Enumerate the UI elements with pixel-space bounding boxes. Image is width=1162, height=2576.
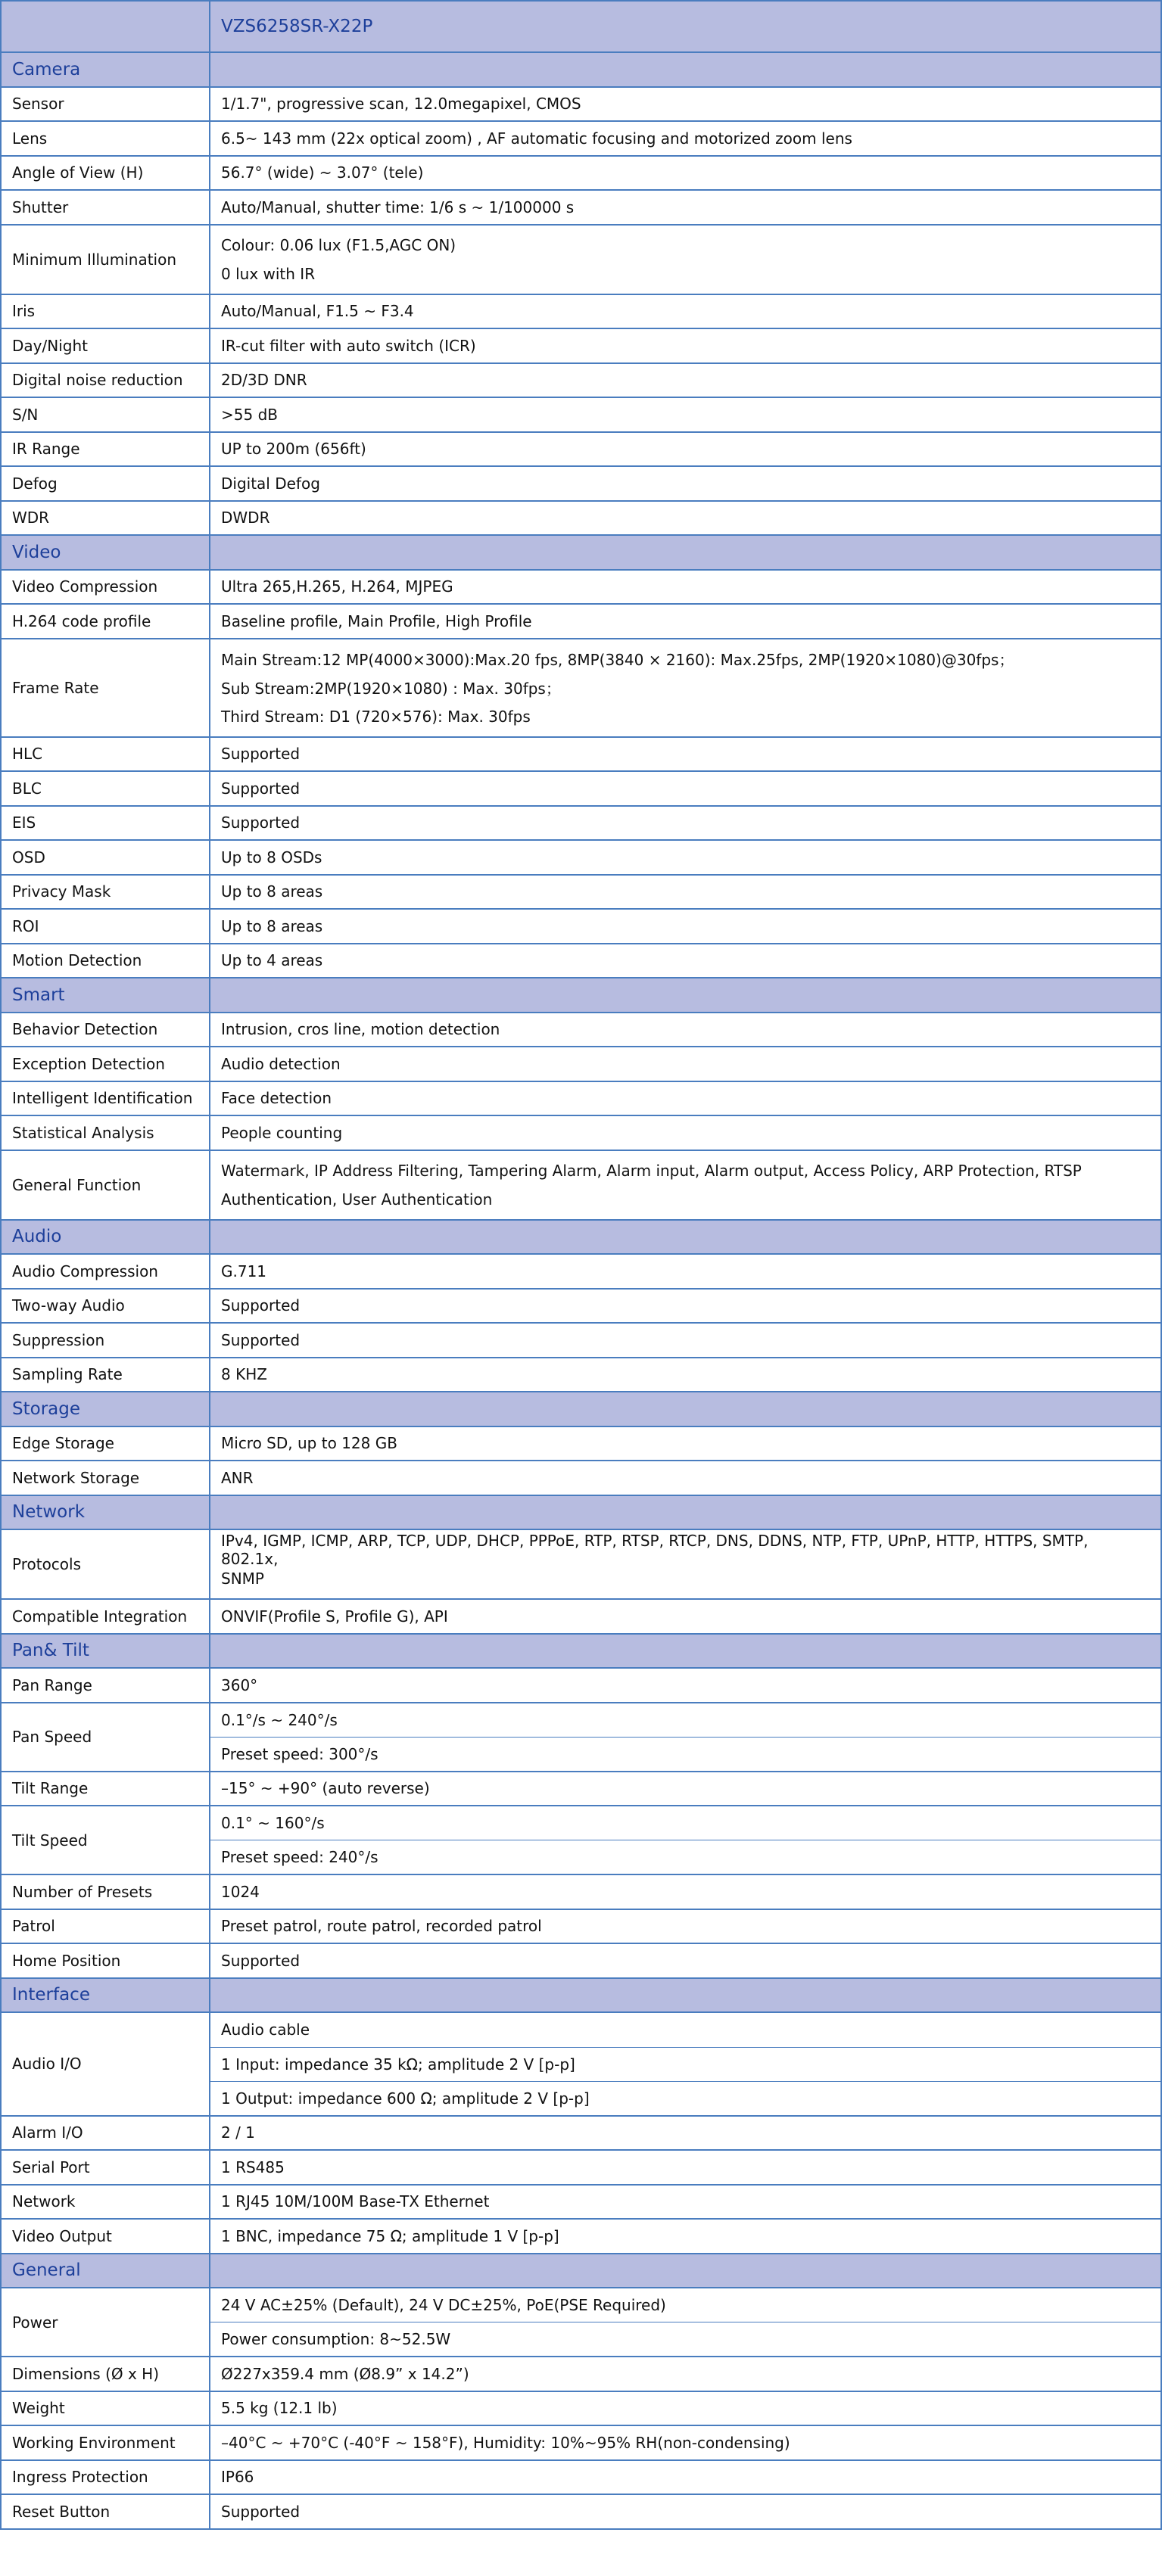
spec-value — [210, 639, 1162, 736]
spec-value — [210, 841, 1162, 874]
spec-value — [210, 738, 1162, 771]
spec-value — [210, 944, 1162, 978]
spec-label: Network Storage — [0, 1461, 210, 1495]
spec-row — [0, 157, 1162, 191]
section-blank — [210, 1635, 1162, 1668]
section-title: Smart — [0, 978, 210, 1012]
spec-row — [0, 876, 1162, 910]
spec-value — [210, 226, 1162, 294]
spec-value-line: Supported — [221, 1330, 301, 1349]
spec-value — [210, 876, 1162, 909]
spec-value — [210, 157, 1162, 190]
spec-value-line: Up to 8 areas — [221, 916, 323, 935]
spec-label: Pan Range — [0, 1669, 210, 1702]
spec-label: Tilt Range — [0, 1772, 210, 1806]
spec-label: Reset Button — [0, 2495, 210, 2528]
section-header — [0, 536, 1162, 571]
spec-value-line: Power consumption: 8~52.5W — [210, 2322, 1160, 2356]
spec-row — [0, 502, 1162, 537]
spec-row — [0, 433, 1162, 468]
spec-value-line: Preset patrol, route patrol, recorded patrol — [221, 1917, 542, 1936]
spec-value — [210, 605, 1162, 638]
section-header — [0, 53, 1162, 88]
section-title: Interface — [0, 1979, 210, 2012]
spec-row — [0, 1151, 1162, 1221]
spec-value-line: People counting — [221, 1123, 343, 1142]
spec-row — [0, 1600, 1162, 1635]
spec-value — [210, 122, 1162, 155]
spec-value — [210, 191, 1162, 224]
spec-value — [210, 1358, 1162, 1392]
spec-value-line: Digital Defog — [221, 474, 320, 493]
spec-value-line: Supported — [221, 814, 301, 832]
spec-row — [0, 1290, 1162, 1324]
spec-value — [210, 571, 1162, 604]
spec-value-line: 6.5~ 143 mm (22x optical zoom) , AF automatic focusing and motorized zoom lens — [221, 129, 852, 148]
spec-value-line: 1/1.7", progressive scan, 12.0megapixel, CMOS — [221, 95, 581, 114]
spec-label: Serial Port — [0, 2151, 210, 2184]
section-header — [0, 1496, 1162, 1531]
spec-value-line: Audio detection — [221, 1054, 341, 1073]
spec-value — [210, 398, 1162, 431]
spec-row — [0, 364, 1162, 399]
spec-value — [210, 2151, 1162, 2184]
spec-value — [210, 1772, 1162, 1806]
spec-label: General Function — [0, 1151, 210, 1219]
spec-row — [0, 1255, 1162, 1290]
spec-label: Privacy Mask — [0, 876, 210, 909]
section-title: Audio — [0, 1221, 210, 1254]
spec-value-line: 2 / 1 — [221, 2123, 255, 2142]
spec-row — [0, 1530, 1162, 1600]
spec-row — [0, 2013, 1162, 2117]
spec-value — [210, 1806, 1162, 1874]
spec-value-line: 2D/3D DNR — [221, 371, 307, 390]
spec-value-line: –15° ~ +90° (auto reverse) — [221, 1779, 430, 1798]
spec-value — [210, 1875, 1162, 1909]
spec-label: Day/Night — [0, 329, 210, 362]
spec-label: WDR — [0, 502, 210, 535]
spec-label: BLC — [0, 772, 210, 805]
section-header — [0, 2254, 1162, 2289]
spec-row — [0, 807, 1162, 842]
section-blank — [210, 53, 1162, 86]
spec-value-line: Sub Stream:2MP(1920×1080) : Max. 30fps； — [221, 680, 561, 698]
spec-value-line: Intrusion, cros line, motion detection — [221, 1020, 500, 1039]
spec-value — [210, 2220, 1162, 2253]
spec-row — [0, 1910, 1162, 1945]
spec-label: Network — [0, 2186, 210, 2219]
spec-value-line: Auto/Manual, shutter time: 1/6 s ~ 1/100000 s — [221, 198, 575, 216]
spec-row — [0, 1669, 1162, 1703]
spec-value — [210, 1047, 1162, 1081]
spec-value-line: 1 BNC, impedance 75 Ω; amplitude 1 V [p-p] — [221, 2226, 559, 2245]
spec-row — [0, 571, 1162, 605]
spec-value — [210, 295, 1162, 328]
spec-label: Two-way Audio — [0, 1290, 210, 1323]
spec-row — [0, 191, 1162, 226]
spec-label: Weight — [0, 2392, 210, 2425]
spec-value — [210, 910, 1162, 943]
section-title: Network — [0, 1496, 210, 1529]
spec-value — [210, 1082, 1162, 1115]
section-title: Camera — [0, 53, 210, 86]
spec-value — [210, 2357, 1162, 2391]
spec-value-line: Audio cable — [221, 2021, 310, 2039]
spec-value-line: 360° — [221, 1675, 258, 1694]
spec-label: Pan Speed — [0, 1703, 210, 1771]
header-empty-cell — [0, 2, 210, 51]
spec-value-line: Micro SD, up to 128 GB — [221, 1434, 397, 1453]
spec-value-line: IR-cut filter with auto switch (ICR) — [221, 336, 476, 355]
section-blank — [210, 1221, 1162, 1254]
spec-value — [210, 2392, 1162, 2425]
spec-value-line: 1 RS485 — [221, 2158, 285, 2176]
spec-value-line: Main Stream:12 MP(4000×3000):Max.20 fps, 8MP(3840 × 2160): Max.25fps, 2MP(1920×1080)@30fps； — [221, 651, 1014, 669]
spec-value-line: Supported — [221, 745, 301, 764]
spec-label: Audio Compression — [0, 1255, 210, 1288]
spec-value — [210, 502, 1162, 535]
spec-value-line: 0.1°/s ~ 240°/s — [221, 1710, 338, 1729]
spec-value — [210, 1116, 1162, 1150]
spec-value-line: 0.1° ~ 160°/s — [221, 1814, 325, 1833]
spec-label: Suppression — [0, 1324, 210, 1357]
spec-label: Sampling Rate — [0, 1358, 210, 1392]
model-name-text: VZS6258SR-X22P — [221, 17, 373, 36]
spec-label: Home Position — [0, 1944, 210, 1977]
table-header — [0, 0, 1162, 53]
spec-row — [0, 329, 1162, 364]
spec-row — [0, 2288, 1162, 2357]
spec-value-line: DWDR — [221, 509, 270, 527]
spec-label: Power — [0, 2288, 210, 2356]
spec-label: IR Range — [0, 433, 210, 466]
section-header — [0, 1392, 1162, 1427]
spec-value — [210, 2117, 1162, 2150]
section-header — [0, 1979, 1162, 2014]
spec-value — [210, 1669, 1162, 1702]
spec-row — [0, 88, 1162, 123]
spec-value — [210, 2426, 1162, 2459]
spec-value — [210, 88, 1162, 121]
spec-value-line: 56.7° (wide) ~ 3.07° (tele) — [221, 163, 424, 182]
spec-row — [0, 772, 1162, 807]
spec-row — [0, 910, 1162, 944]
spec-value-line: 0 lux with IR — [221, 264, 316, 283]
section-blank — [210, 2254, 1162, 2288]
spec-label: Audio I/O — [0, 2013, 210, 2115]
spec-value — [210, 329, 1162, 362]
spec-value-line: 1 Input: impedance 35 kΩ; amplitude 2 V [p-p] — [210, 2047, 1160, 2081]
spec-value-line: IP66 — [221, 2468, 254, 2487]
spec-value — [210, 1461, 1162, 1495]
spec-row — [0, 467, 1162, 502]
spec-row — [0, 841, 1162, 876]
spec-row — [0, 398, 1162, 433]
spec-row — [0, 2392, 1162, 2427]
spec-row — [0, 2186, 1162, 2220]
spec-value-line: 8 KHZ — [221, 1365, 267, 1384]
spec-value-line: 1 RJ45 10M/100M Base-TX Ethernet — [221, 2192, 490, 2211]
spec-label: Minimum Illumination — [0, 226, 210, 294]
spec-label: EIS — [0, 807, 210, 840]
spec-value-line: Colour: 0.06 lux (F1.5,AGC ON) — [221, 235, 456, 254]
spec-value — [210, 772, 1162, 805]
spec-value-line: Third Stream: D1 (720×576): Max. 30fps — [221, 707, 531, 726]
section-header — [0, 978, 1162, 1013]
spec-value — [210, 1151, 1162, 1219]
spec-row — [0, 2117, 1162, 2151]
spec-value-line: 5.5 kg (12.1 lb) — [221, 2399, 338, 2418]
spec-label: Statistical Analysis — [0, 1116, 210, 1150]
spec-value — [210, 807, 1162, 840]
spec-label: Defog — [0, 467, 210, 500]
spec-value-line: >55 dB — [221, 405, 278, 424]
spec-label: Compatible Integration — [0, 1600, 210, 1633]
spec-label: Motion Detection — [0, 944, 210, 978]
section-blank — [210, 1979, 1162, 2012]
spec-value — [210, 1290, 1162, 1323]
spec-label: Ingress Protection — [0, 2461, 210, 2494]
spec-label: Frame Rate — [0, 639, 210, 736]
spec-value — [210, 467, 1162, 500]
spec-row — [0, 226, 1162, 295]
spec-value-line: 24 V AC±25% (Default), 24 V DC±25%, PoE(PSE Required) — [221, 2296, 666, 2315]
spec-row — [0, 738, 1162, 773]
section-title: Video — [0, 536, 210, 569]
spec-label: Working Environment — [0, 2426, 210, 2459]
spec-value-line: Supported — [221, 1951, 301, 1970]
spec-row — [0, 2461, 1162, 2496]
spec-value-line: Supported — [221, 779, 301, 798]
section-title: General — [0, 2254, 210, 2288]
spec-value — [210, 1910, 1162, 1943]
spec-value — [210, 1703, 1162, 1771]
spec-label: Iris — [0, 295, 210, 328]
spec-value-line: G.711 — [221, 1262, 267, 1280]
section-header — [0, 1221, 1162, 1255]
section-blank — [210, 978, 1162, 1012]
spec-row — [0, 1324, 1162, 1358]
spec-row — [0, 2151, 1162, 2186]
spec-row — [0, 1358, 1162, 1393]
spec-value — [210, 1530, 1162, 1598]
spec-row — [0, 2426, 1162, 2461]
spec-value — [210, 2013, 1162, 2115]
section-header — [0, 1635, 1162, 1669]
spec-label: Exception Detection — [0, 1047, 210, 1081]
spec-label: Video Output — [0, 2220, 210, 2253]
spec-row — [0, 605, 1162, 639]
spec-row — [0, 2357, 1162, 2392]
spec-value — [210, 2186, 1162, 2219]
spec-row — [0, 1772, 1162, 1807]
spec-value — [210, 1324, 1162, 1357]
spec-label: Patrol — [0, 1910, 210, 1943]
spec-value — [210, 1600, 1162, 1633]
spec-value-line: Baseline profile, Main Profile, High Profile — [221, 611, 532, 630]
spec-label: Shutter — [0, 191, 210, 224]
spec-row — [0, 1703, 1162, 1772]
spec-row — [0, 2220, 1162, 2254]
spec-row — [0, 1013, 1162, 1048]
spec-value-line: Up to 8 areas — [221, 882, 323, 901]
spec-value-line: Up to 4 areas — [221, 951, 323, 970]
spec-value-line: Face detection — [221, 1089, 332, 1108]
spec-label: Angle of View (H) — [0, 157, 210, 190]
spec-label: S/N — [0, 398, 210, 431]
spec-value-line: SNMP — [221, 1570, 264, 1588]
spec-label: HLC — [0, 738, 210, 771]
section-blank — [210, 1496, 1162, 1529]
spec-label: Tilt Speed — [0, 1806, 210, 1874]
spec-label: Dimensions (Ø x H) — [0, 2357, 210, 2391]
spec-label: Sensor — [0, 88, 210, 121]
spec-label: Alarm I/O — [0, 2117, 210, 2150]
spec-row — [0, 1806, 1162, 1875]
spec-value-line: ANR — [221, 1468, 254, 1487]
spec-row — [0, 2495, 1162, 2530]
spec-value — [210, 1427, 1162, 1461]
spec-row — [0, 1944, 1162, 1979]
spec-row — [0, 1082, 1162, 1117]
spec-row — [0, 1427, 1162, 1462]
spec-value-line: ONVIF(Profile S, Profile G), API — [221, 1607, 448, 1626]
spec-label: Edge Storage — [0, 1427, 210, 1461]
spec-row — [0, 295, 1162, 330]
spec-label: Video Compression — [0, 571, 210, 604]
spec-value — [210, 1255, 1162, 1288]
spec-value-line: –40°C ~ +70°C (-40°F ~ 158°F), Humidity: 10%~95% RH(non-condensing) — [221, 2433, 790, 2452]
section-title: Storage — [0, 1392, 210, 1426]
spec-value — [210, 364, 1162, 397]
spec-value-line: Preset speed: 300°/s — [210, 1737, 1160, 1771]
spec-value-line: IPv4, IGMP, ICMP, ARP, TCP, UDP, DHCP, PPPoE, RTP, RTSP, RTCP, DNS, DDNS, NTP, FTP, UPnP, HTTP, HTTPS, SMTP, 802.1x, — [221, 1532, 1089, 1568]
spec-value-line: Authentication, User Authentication — [221, 1190, 493, 1209]
model-name — [210, 2, 1162, 51]
spec-value-line: 1 Output: impedance 600 Ω; amplitude 2 V [p-p] — [210, 2081, 1160, 2115]
spec-label: OSD — [0, 841, 210, 874]
spec-value-line: Supported — [221, 2502, 301, 2521]
spec-label: H.264 code profile — [0, 605, 210, 638]
spec-value-line: Auto/Manual, F1.5 ~ F3.4 — [221, 302, 414, 321]
section-blank — [210, 536, 1162, 569]
spec-row — [0, 122, 1162, 157]
spec-value-line: Preset speed: 240°/s — [210, 1840, 1160, 1874]
spec-value-line: 1024 — [221, 1882, 260, 1901]
section-title: Pan& Tilt — [0, 1635, 210, 1668]
spec-value-line: Up to 8 OSDs — [221, 848, 322, 866]
spec-label: Lens — [0, 122, 210, 155]
spec-row — [0, 1461, 1162, 1496]
spec-label: Intelligent Identification — [0, 1082, 210, 1115]
spec-row — [0, 1116, 1162, 1151]
spec-label: Behavior Detection — [0, 1013, 210, 1047]
spec-value-line: Ø227x359.4 mm (Ø8.9” x 14.2”) — [221, 2364, 469, 2383]
spec-value — [210, 1013, 1162, 1047]
spec-row — [0, 1047, 1162, 1082]
spec-value — [210, 2288, 1162, 2356]
spec-row — [0, 1875, 1162, 1910]
spec-value — [210, 2495, 1162, 2528]
spec-value-line: Ultra 265,H.265, H.264, MJPEG — [221, 577, 453, 596]
spec-row — [0, 944, 1162, 979]
spec-value — [210, 433, 1162, 466]
spec-value-line: UP to 200m (656ft) — [221, 440, 366, 459]
spec-value-line: Supported — [221, 1296, 301, 1315]
spec-value — [210, 2461, 1162, 2494]
spec-label: Protocols — [0, 1530, 210, 1598]
section-blank — [210, 1392, 1162, 1426]
spec-label: Number of Presets — [0, 1875, 210, 1909]
spec-value-line: Watermark, IP Address Filtering, Tampering Alarm, Alarm input, Alarm output, Access Policy, ARP Protection, RTSP — [221, 1161, 1082, 1180]
spec-label: ROI — [0, 910, 210, 943]
spec-row — [0, 639, 1162, 738]
spec-value — [210, 1944, 1162, 1977]
spec-label: Digital noise reduction — [0, 364, 210, 397]
